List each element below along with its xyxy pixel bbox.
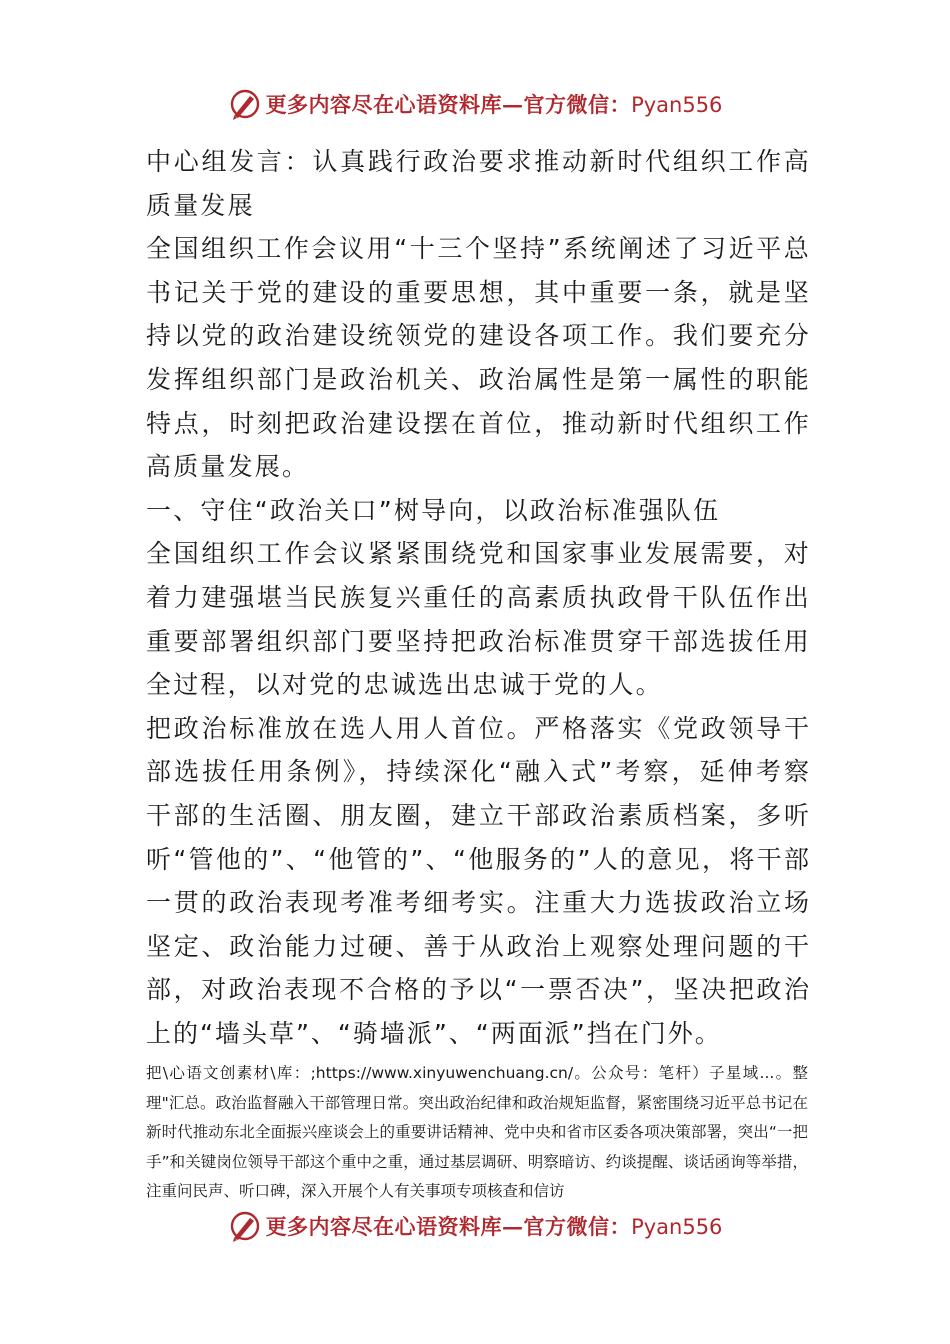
banner-handle: Pyan556 [631,93,723,117]
banner-handle: Pyan556 [631,1215,723,1239]
banner-text: 更多内容尽在心语资料库—官方微信：Pyan556 [265,92,723,117]
banner-text: 更多内容尽在心语资料库—官方微信：Pyan556 [265,1214,723,1239]
footer-banner [0,1206,950,1246]
paragraph-section-intro: 全国组织工作会议紧紧围绕党和国家事业发展需要，对着力建强堪当民族复兴重任的高素质执政骨干队伍作出重要部署组织部门要坚持把政治标准贯穿干部选拔任用全过程，以对党的忠诚选出忠诚于党的人。 [146,539,811,700]
paragraph-intro: 全国组织工作会议用“十三个坚持”系统阐述了习近平总书记关于党的建设的重要思想，其中重要一条，就是坚持以党的政治建设统领党的建设各项工作。我们要充分发挥组织部门是政治机关、政治属性是第一属性的职能特点，时刻把政治建设摆在首位，推动新时代组织工作高质量发展。 [146,234,811,482]
section-heading: 一、守住“政治关口”树导向，以政治标准强队伍 [146,495,721,525]
pen-logo-icon [228,87,262,121]
paragraph-supervision: 把\心语文创素材\库：;https://www.xinyuwenchuang.cn/。公众号：笔杆）子星域...。整理"汇总。政治监督融入干部管理日常。突出政治纪律和政治规矩监督，紧密围绕习近平总书记在新时代推动东北全面振兴座谈会上的重要讲话精神、党中央和省市区委各项决策部署，突出“一把手”和关键岗位领导干部这个重中之重，通过基层调研、明察暗访、约谈提醒、谈话函询等举措，注重问民声、听口碑，深入开展个人有关事项专项核查和信访 [146,1064,808,1201]
paragraph-political-standard: 把政治标准放在选人用人首位。严格落实《党政领导干部选拔任用条例》，持续深化“融入式”考察，延伸考察干部的生活圈、朋友圈，建立干部政治素质档案，多听听“管他的”、“他管的”、“他服务的”人的意见，将干部一贯的政治表现考准考细考实。注重大力选拔政治立场坚定、政治能力过硬、善于从政治上观察处理问题的干部，对政治表现不合格的予以“一票否决”，坚决把政治上的“墙头草”、“骑墙派”、“两面派”挡在门外。 [146,713,811,1048]
document-body [146,140,811,1207]
header-banner [0,84,950,124]
document-title: 中心组发言：认真践行政治要求推动新时代组织工作高质量发展 [146,147,811,220]
pen-logo-icon [228,1209,262,1243]
